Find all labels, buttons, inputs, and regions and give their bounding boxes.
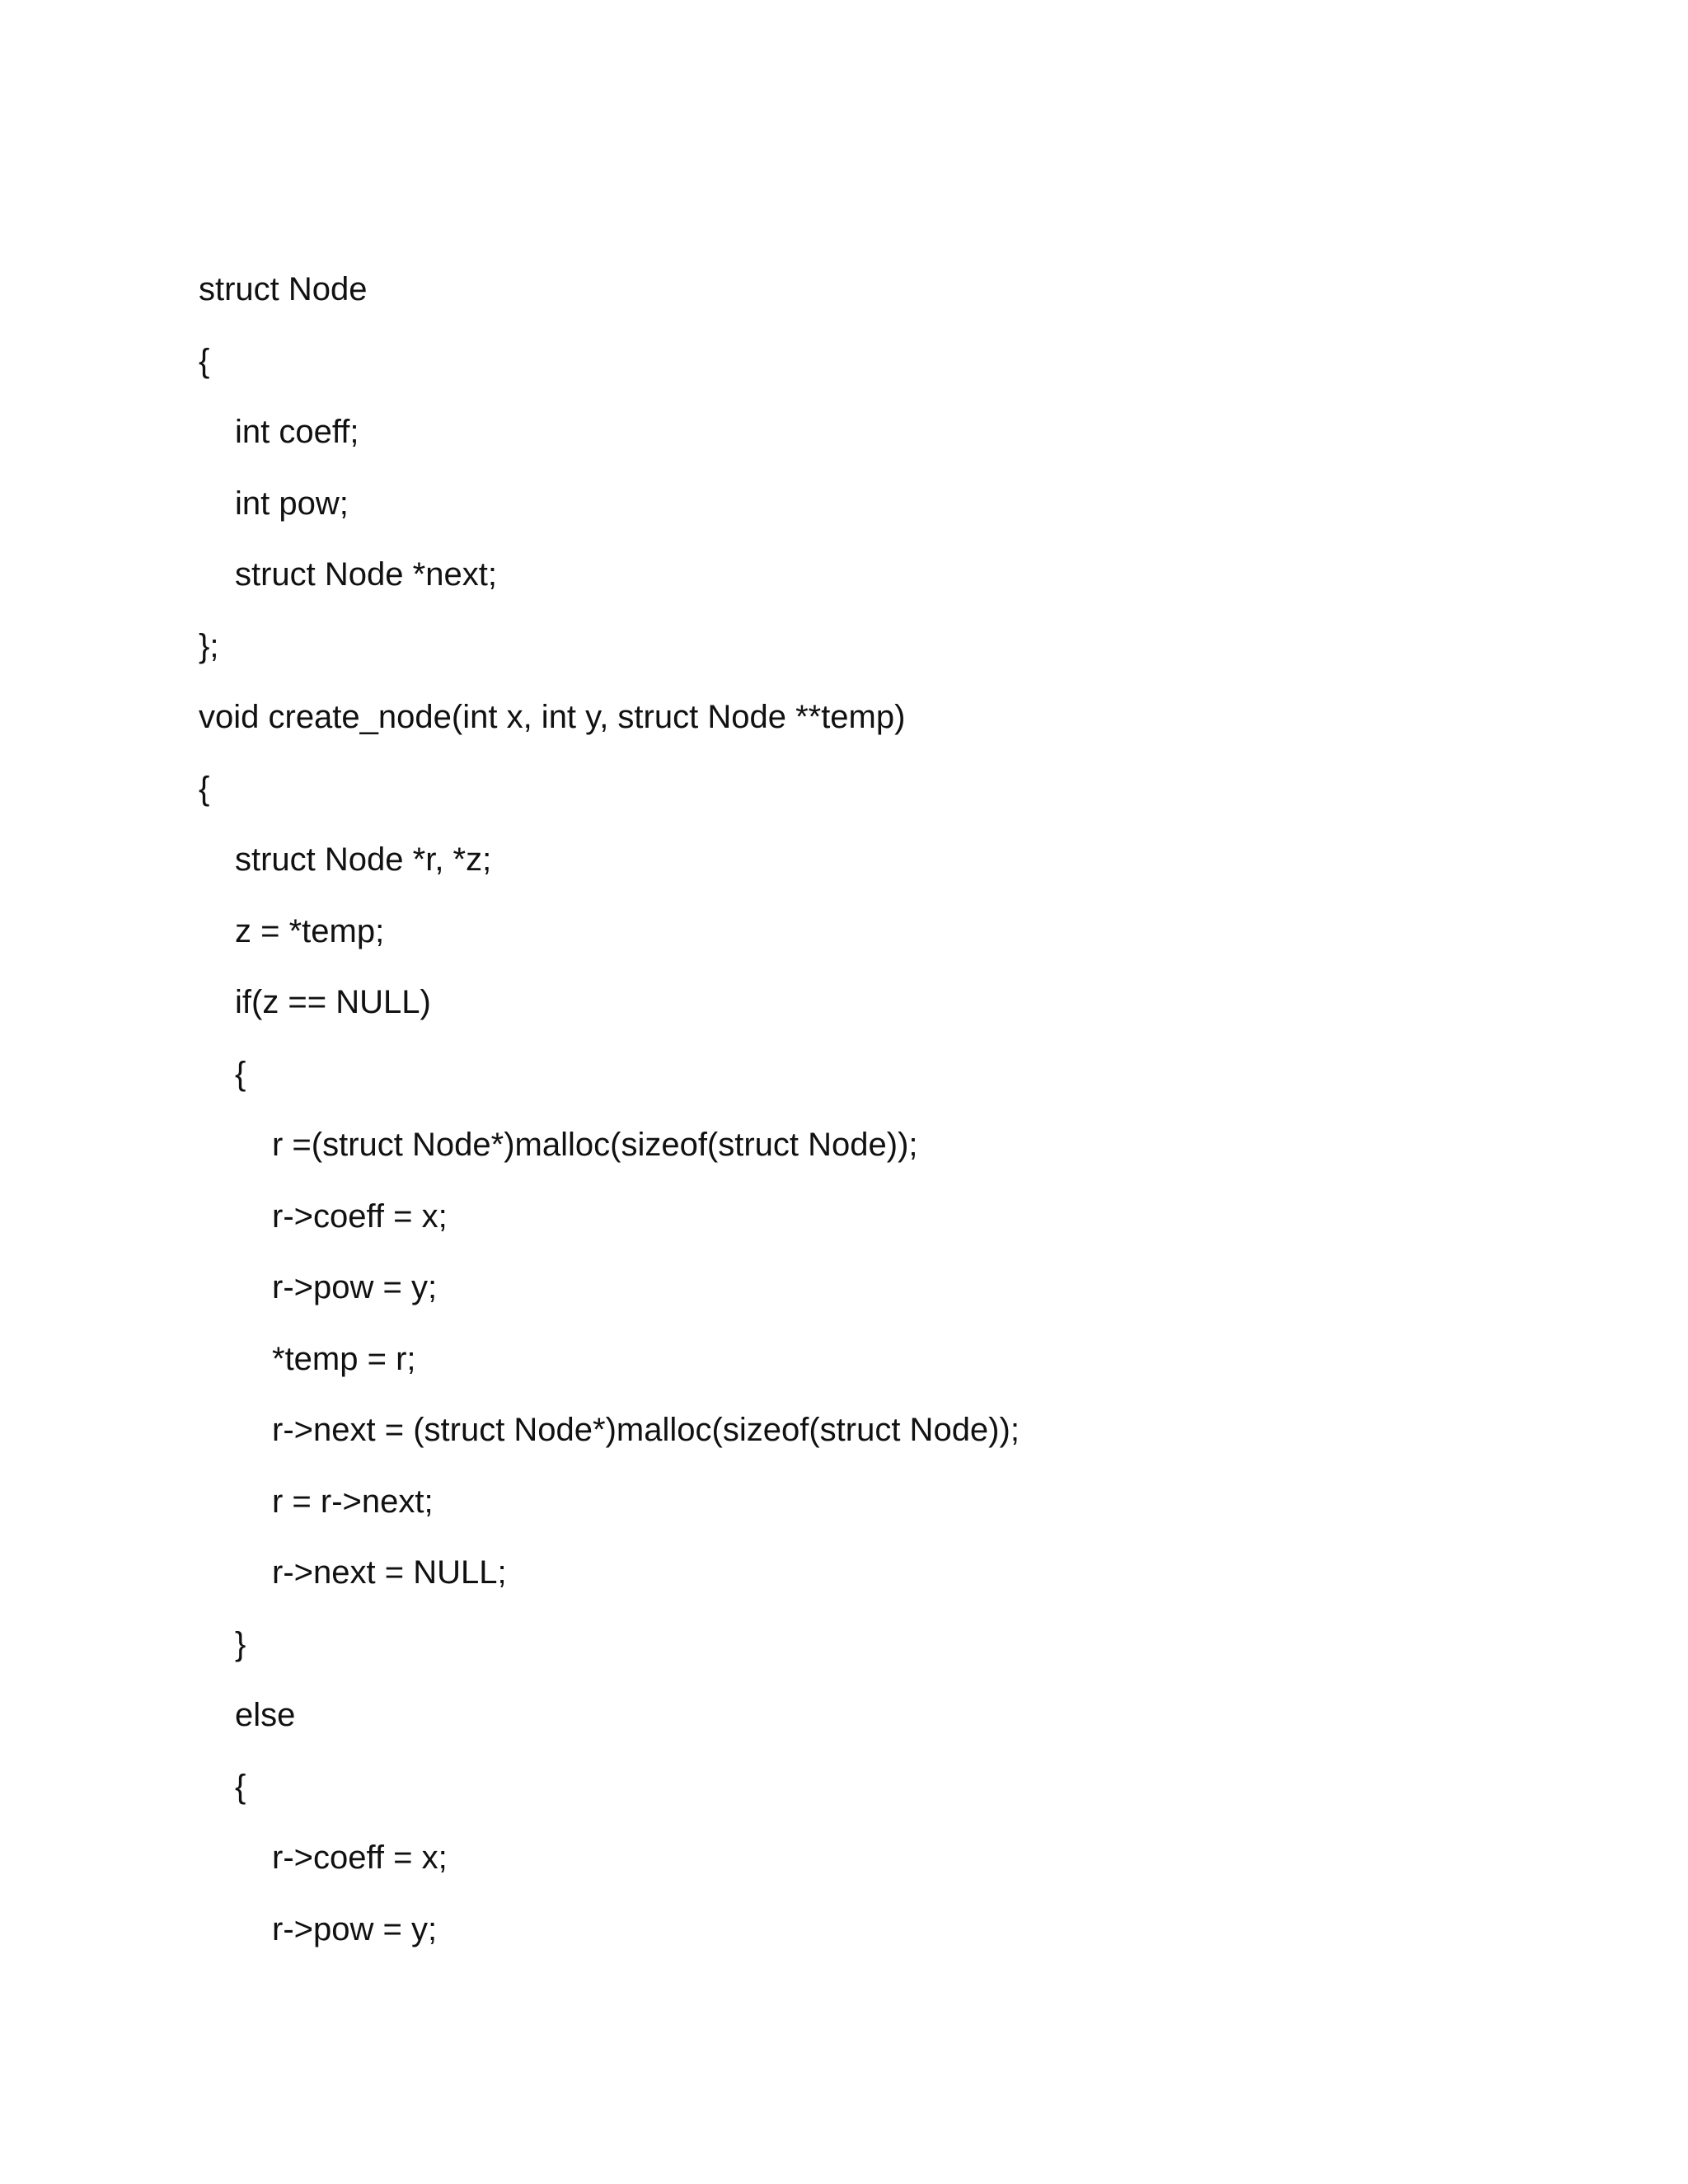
code-line: { (199, 770, 210, 807)
code-line: { (199, 342, 210, 379)
code-line: r = r->next; (272, 1483, 434, 1520)
code-line: } (235, 1625, 246, 1662)
code-line: if(z == NULL) (235, 984, 431, 1020)
code-line: { (235, 1055, 246, 1092)
code-line: struct Node *next; (235, 556, 497, 593)
code-line: r->coeff = x; (272, 1197, 448, 1235)
code-line: void create_node(int x, int y, struct Node **temp) (199, 699, 906, 735)
code-line: z = *temp; (235, 912, 385, 949)
code-line: { (235, 1768, 246, 1805)
code-line: r->next = (struct Node*)malloc(sizeof(struct Node)); (272, 1412, 1020, 1448)
code-line: else (235, 1697, 296, 1733)
code-line: *temp = r; (272, 1340, 416, 1377)
code-line: r->pow = y; (272, 1269, 438, 1305)
code-line: struct Node (199, 271, 368, 307)
code-line: r->next = NULL; (272, 1554, 507, 1591)
code-line: }; (199, 627, 219, 664)
code-line: r->coeff = x; (272, 1840, 448, 1876)
code-listing (199, 262, 1020, 1973)
code-line: int coeff; (235, 414, 359, 450)
code-line: int pow; (235, 485, 349, 522)
code-line: struct Node *r, *z; (235, 841, 492, 878)
code-line: r =(struct Node*)malloc(sizeof(struct Node)); (272, 1127, 918, 1163)
code-line: r->pow = y; (272, 1910, 438, 1947)
